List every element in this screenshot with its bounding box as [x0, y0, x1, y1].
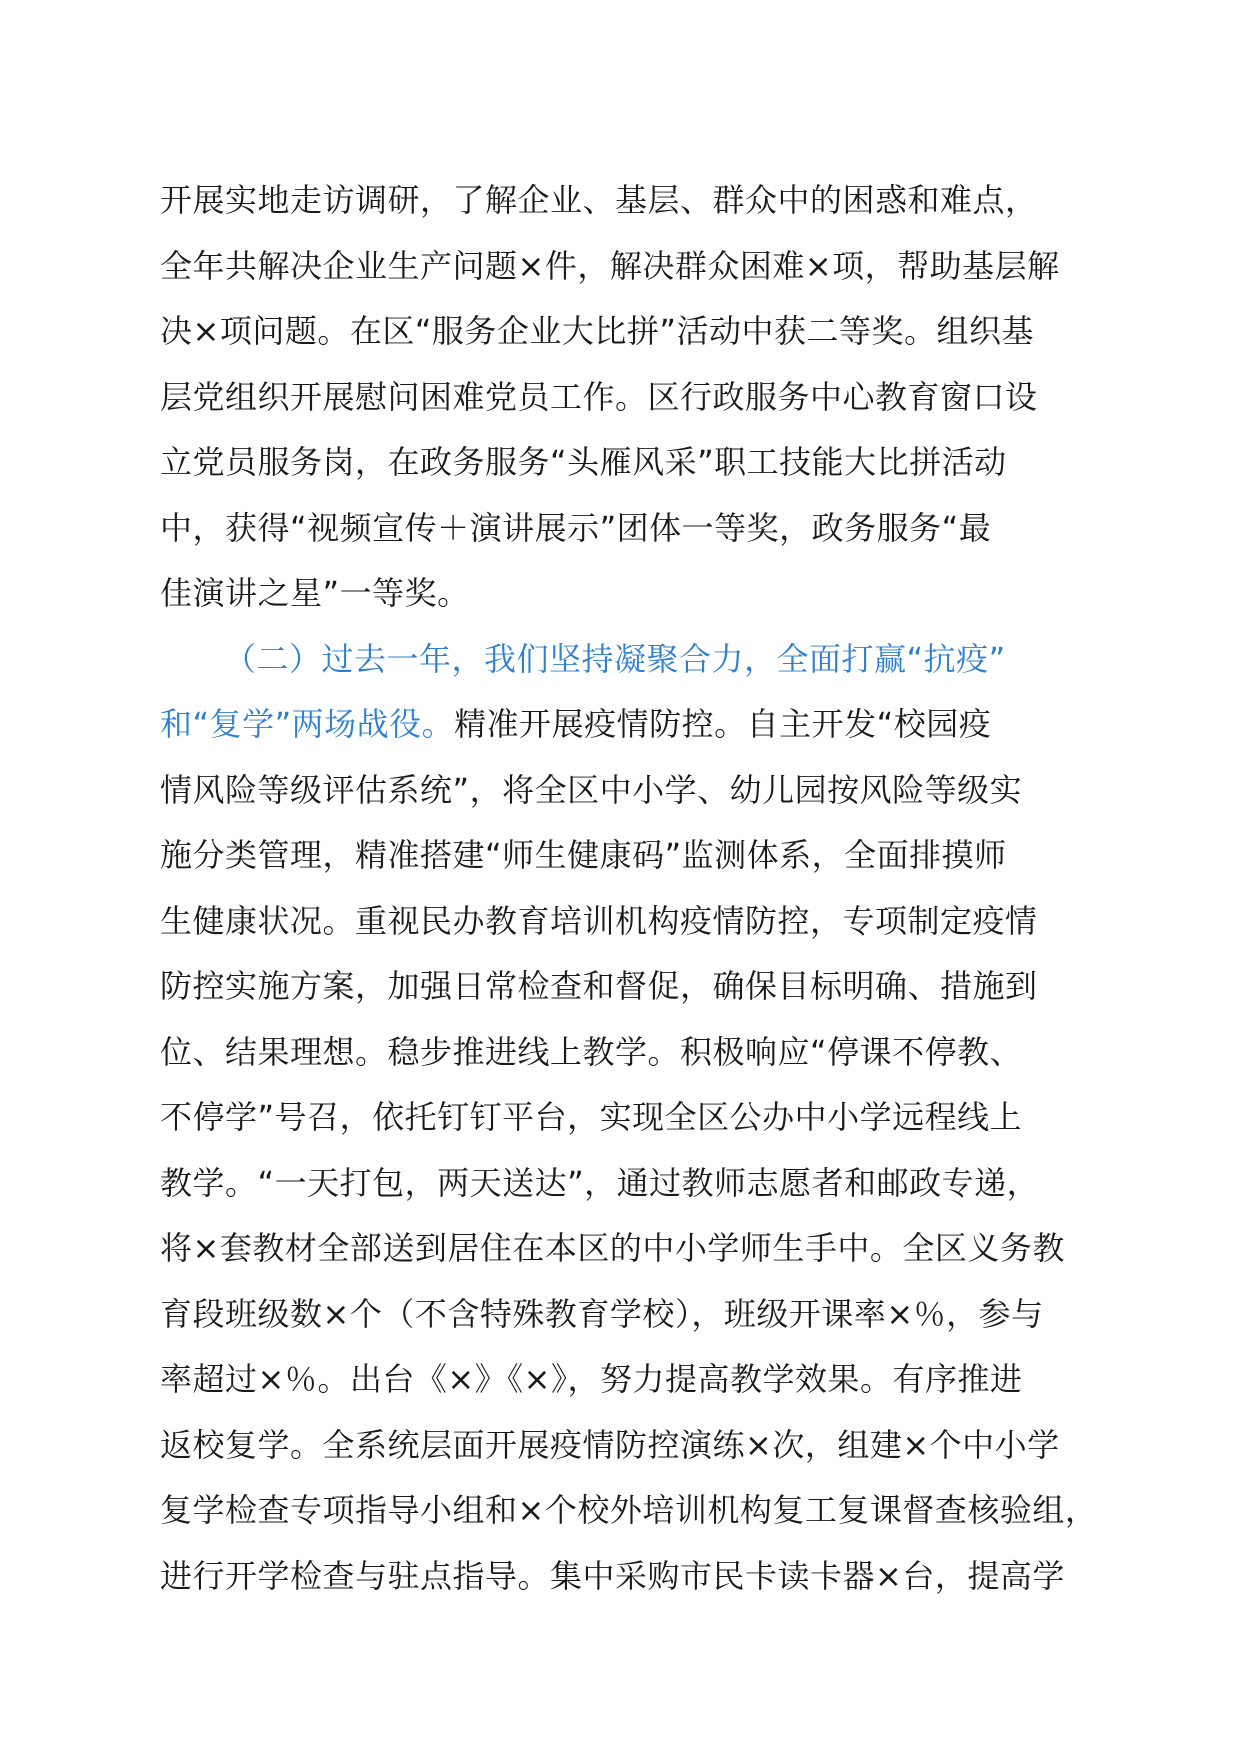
text-line [160, 1085, 1120, 1151]
text-line [160, 1020, 1120, 1086]
text-line [160, 1478, 1120, 1544]
text-line [160, 168, 1120, 234]
text-line [160, 1413, 1120, 1479]
paragraph-text: 返校复学。全系统层面开展疫情防控演练×次，组建×个中小学 [160, 1425, 1060, 1464]
text-line [160, 1282, 1120, 1348]
paragraph-text: 立党员服务岗，在政务服务“头雁风采”职工技能大比拼活动 [160, 443, 1007, 481]
text-line [160, 1347, 1120, 1413]
text-line [160, 627, 1120, 693]
paragraph-text: 不停学”号召，依托钉钉平台，实现全区公办中小学远程线上 [160, 1098, 1023, 1136]
text-line [160, 954, 1120, 1020]
paragraph-text: 全年共解决企业生产问题×件，解决群众困难×项，帮助基层解 [160, 246, 1060, 285]
text-line [160, 496, 1120, 562]
text-line [160, 430, 1120, 496]
section-heading-text: 和“复学”两场战役。 [160, 705, 455, 743]
document-body [160, 168, 1120, 1609]
section-heading-text: （二）过去一年，我们坚持凝聚合力，全面打赢“抗疫” [224, 639, 1006, 678]
paragraph-text: 开展实地走访调研，了解企业、基层、群众中的困惑和难点， [160, 181, 1038, 219]
paragraph-text: 中，获得“视频宣传＋演讲展示”团体一等奖，政务服务“最 [160, 508, 992, 547]
paragraph-text: 佳演讲之星”一等奖。 [160, 574, 470, 612]
paragraph-text: 施分类管理，精准搭建“师生健康码”监测体系，全面排摸师 [160, 836, 1007, 874]
text-line [160, 1151, 1120, 1217]
paragraph-text: 将×套教材全部送到居住在本区的中小学师生手中。全区义务教 [160, 1229, 1065, 1267]
text-line [160, 234, 1120, 300]
text-line [160, 692, 1120, 758]
paragraph-text: 层党组织开展慰问困难党员工作。区行政服务中心教育窗口设 [160, 377, 1038, 416]
paragraph-text: 生健康状况。重视民办教育培训机构疫情防控，专项制定疫情 [160, 901, 1038, 940]
paragraph-text: 复学检查专项指导小组和×个校外培训机构复工复课督查核验组， [160, 1491, 1098, 1529]
text-line [160, 823, 1120, 889]
text-line [160, 561, 1120, 627]
text-line [160, 365, 1120, 431]
text-line [160, 758, 1120, 824]
text-line [160, 1544, 1120, 1610]
paragraph-text: 育段班级数×个（不含特殊教育学校），班级开课率×％，参与 [160, 1294, 1044, 1333]
text-line [160, 889, 1120, 955]
paragraph-text: 防控实施方案，加强日常检查和督促，确保目标明确、措施到 [160, 967, 1038, 1005]
paragraph-text: 决×项问题。在区“服务企业大比拼”活动中获二等奖。组织基 [160, 312, 1034, 350]
paragraph-text: 教学。“一天打包，两天送达”，通过教师志愿者和邮政专递， [160, 1163, 1040, 1202]
paragraph-text: 率超过×％。出台《×》《×》，努力提高教学效果。有序推进 [160, 1360, 1023, 1398]
text-line [160, 1216, 1120, 1282]
paragraph-text: 精准开展疫情防控。自主开发“校园疫 [454, 705, 992, 743]
paragraph-text: 位、结果理想。稳步推进线上教学。积极响应“停课不停教、 [160, 1032, 1023, 1071]
text-line [160, 299, 1120, 365]
paragraph-text: 进行开学检查与驻点指导。集中采购市民卡读卡器×台，提高学 [160, 1556, 1065, 1595]
paragraph-text: 情风险等级评估系统”，将全区中小学、幼儿园按风险等级实 [160, 770, 1023, 809]
